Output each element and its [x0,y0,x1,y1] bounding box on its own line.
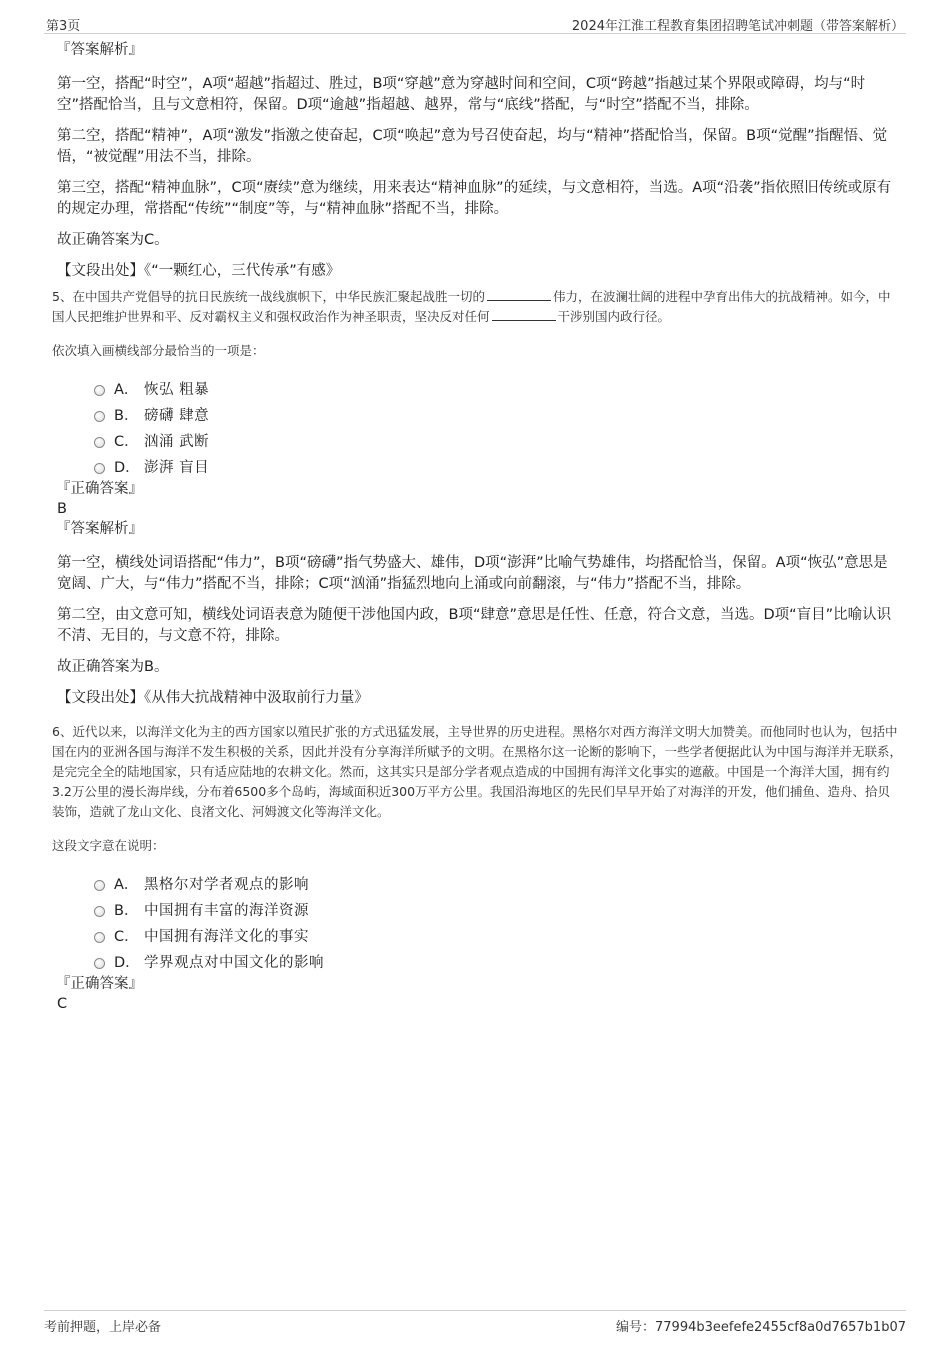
q5-blank-2 [492,308,556,321]
q5-prompt: 依次填入画横线部分最恰当的一项是： [52,343,265,358]
q5-stem [52,287,902,327]
q5-option-a[interactable]: A． 恢弘 粗暴 [94,375,902,401]
q6-option-d[interactable]: D． 学界观点对中国文化的影响 [94,948,902,974]
document-title: 2024年江淮工程教育集团招聘笔试冲刺题（带答案解析） [571,19,904,34]
page-content [52,40,902,1014]
q4-analysis-para-1: 第一空，搭配“时空”，A项“超越”指超过、胜过，B项“穿越”意为穿越时间和空间，C项“跨越”指越过某个界限或障碍，均与“时空”搭配恰当，且与文意相符，保留。D项“逾越”指超越、越界，常与“底线”搭配，与“时空”搭配不当，排除。 [57,76,866,113]
q4-analysis-para-3: 第三空，搭配“精神血脉”，C项“赓续”意为继续，用来表达“精神血脉”的延续，与文意相符，当选。A项“沿袭”指依照旧传统或原有的规定办理，常搭配“传统”“制度”等，与“精神血脉”搭配不当，排除。 [57,180,892,217]
q5-option-b[interactable]: B． 磅礴 肆意 [94,401,902,427]
q6-option-c[interactable]: C． 中国拥有海洋文化的事实 [94,922,902,948]
radio-icon[interactable] [94,463,105,474]
q6-option-a[interactable]: A． 黑格尔对学者观点的影响 [94,870,902,896]
q5-analysis-para-1: 第一空，横线处词语搭配“伟力”，B项“磅礴”指气势盛大、雄伟，D项“澎湃”比喻气势雄伟，均搭配恰当，保留。A项“恢弘”意思是宽阔、广大，与“伟力”搭配不当，排除；C项“汹涌”指猛烈地向上涌或向前翻滚，与“伟力”搭配不当，排除。 [57,555,888,592]
q5-blank-1 [487,288,551,301]
q6-options [94,870,902,974]
q6-stem: 6、近代以来，以海洋文化为主的西方国家以殖民扩张的方式迅猛发展，主导世界的历史进程。黑格尔对西方海洋文明大加赞美。而他同时也认为，包括中国在内的亚洲各国与海洋不发生积极的关系，因此并没有分享海洋所赋予的文明。在黑格尔这一论断的影响下，一些学者便据此认为中国与海洋并无联系，是完完全全的陆地国家，只有适应陆地的农耕文化。然而，这其实只是部分学者观点造成的中国拥有海洋文化事实的遮蔽。中国是一个海洋大国，拥有约3.2万公里的漫长海岸线，分布着6500多个岛屿，海域面积近300万平方公里。我国沿海地区的先民们早早开始了对海洋的开发，他们捕鱼、造舟、拾贝装饰，造就了龙山文化、良渚文化、河姆渡文化等海洋文化。 [52,724,903,819]
radio-icon[interactable] [94,906,105,917]
q4-source: 【文段出处】《“一颗红心，三代传承”有感》 [57,263,341,279]
footer-slogan: 考前押题，上岸必备 [44,1320,162,1335]
q5-option-c[interactable]: C． 汹涌 武断 [94,427,902,453]
q4-analysis-para-2: 第二空，搭配“精神”，A项“激发”指激之使奋起，C项“唤起”意为号召使奋起，均与“精神”搭配恰当，保留。B项“觉醒”指醒悟、觉悟，“被觉醒”用法不当，排除。 [57,128,888,165]
q5-conclusion: 故正确答案为B。 [57,659,169,675]
q5-analysis-para-2: 第二空，由文意可知，横线处词语表意为随便干涉他国内政，B项“肆意”意思是任性、任意，符合文意，当选。D项“盲目”比喻认识不清、无目的，与文意不符，排除。 [57,607,892,644]
page-number: 第3页 [46,19,81,34]
q5-source: 【文段出处】《从伟大抗战精神中汲取前行力量》 [57,690,369,706]
q6-answer-label: 『正确答案』 [56,976,143,992]
page-header [44,14,906,34]
radio-icon[interactable] [94,932,105,943]
radio-icon[interactable] [94,958,105,969]
q4-analysis-label: 『答案解析』 [56,42,143,58]
q5-options [94,375,902,479]
q5-answer-label: 『正确答案』 [56,481,143,497]
q5-stem-part-3: 干涉别国内政行径。 [557,309,671,324]
document-code: 编号：77994b3eefefe2455cf8a0d7657b1b07 [616,1320,906,1335]
radio-icon[interactable] [94,437,105,448]
q6-answer: C [57,996,68,1012]
q4-conclusion: 故正确答案为C。 [57,232,169,248]
q5-stem-part-1: 5、在中国共产党倡导的抗日民族统一战线旗帜下，中华民族汇聚起战胜一切的 [52,289,485,304]
q5-answer: B [57,501,67,517]
q5-stem-part-2: 伟力，在波澜壮阔的进程中孕育出伟大的抗战精神。如今，中国人民把维护世界和平、反对霸权主义和强权政治作为神圣职责，坚决反对任何 [52,289,891,324]
page-footer [44,1310,906,1334]
q6-prompt: 这段文字意在说明： [52,838,165,853]
q5-analysis-label: 『答案解析』 [56,521,143,537]
q6-option-b[interactable]: B． 中国拥有丰富的海洋资源 [94,896,902,922]
radio-icon[interactable] [94,880,105,891]
q5-option-d[interactable]: D． 澎湃 盲目 [94,453,902,479]
radio-icon[interactable] [94,411,105,422]
radio-icon[interactable] [94,385,105,396]
